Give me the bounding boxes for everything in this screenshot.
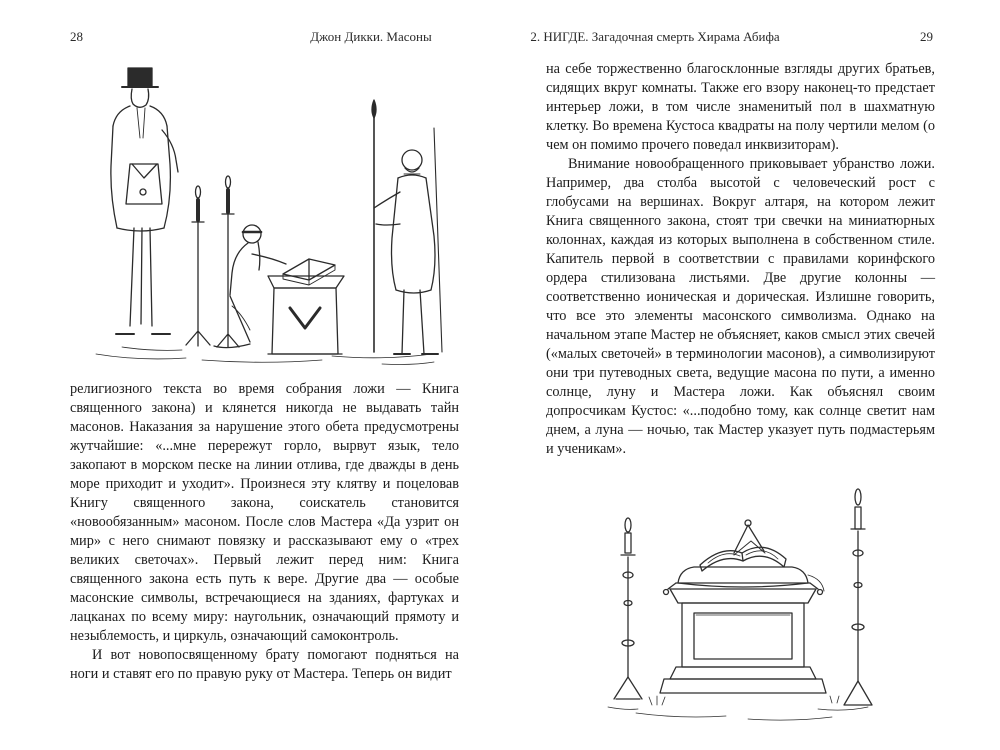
page-number-left: 28 xyxy=(70,29,83,44)
paragraph: на себе торжественно благосклонные взгляды других братьев, сидящих вкруг комнаты. Также его взору наконец-то предстает интерьер ложи, в том числе знаменитый пол в шахматную клетку. Во времена Кустоса квадраты на полу чертили мелом (о чем он помимо прочего поведал инквизиторам). xyxy=(546,61,935,153)
initiation-scene-illustration xyxy=(70,56,459,370)
right-page xyxy=(546,0,935,750)
paragraph: Внимание новообращенного приковывает убранство ложи. Например, два столба высотой с человеческий рост с глобусами на вершинах. Вокруг алтаря, на котором лежит Книга священного закона, стоят три свечки на миниатюрных колоннах, каждая из которых выполнена в собственном стиле. Капитель первой в соответствии с правилами коринфского ордера стилизована листьями. Две другие колонны — соответственно ионическая и дорическая. Излишне говорить, что все это элементы масонского символизма. Однако на начальном этапе Мастер не объясняет, каков смысл этих свечей («малых светочей» в терминологии масонов), а символизируют они три путеводных света, ведущие масона по пути, а именно солнце, луну и Мастера ложи. Как объяснял своим допросчикам Кустос: «...подобно тому, как солнце светит нам днем, а луна — ночью, так Мастер указует путь подмастерьям и ученикам». xyxy=(546,156,935,457)
running-header-left: Джон Дикки. Масоны xyxy=(310,29,432,44)
page-number-right: 29 xyxy=(920,29,933,44)
initiation-scene-drawing xyxy=(82,56,448,370)
altar-illustration xyxy=(546,471,935,727)
paragraph: И вот новопосвященному брату помогают подняться на ноги и ставят его по правую руку от Мастера. Теперь он видит xyxy=(70,647,459,682)
paragraph: религиозного текста во время собрания ложи — Книга священного закона) и клянется никогда не выдавать тайн масонов. Наказания за нарушение этого обета предусмотрены жутчайшие: «...мне перережут горло, вырвут язык, тело закопают в морском песке на линии отлива, где дважды в день море приходит и уходит». Произнеся эту клятву и поцеловав Книгу священного закона, соискатель становится «новообязанным» масоном. После слов Мастера «Да узрит он мир» с него снимают повязку и рассказывают ему о «трех великих светочах». Первый лежит перед ним: Книга священного закона есть путь к вере. Другие два — особые масонские символы, встречающиеся на зданиях, фартуках и лацканах по всему миру: наугольник, означающий прямоту и незыблемость, и циркуль, означающий самоконтроль. xyxy=(70,381,459,644)
altar-drawing xyxy=(588,471,894,727)
right-page-text xyxy=(546,60,935,459)
left-page-text xyxy=(70,380,459,684)
running-header-right: 2. НИГДЕ. Загадочная смерть Хирама Абифа xyxy=(530,29,780,44)
left-page xyxy=(70,0,459,750)
